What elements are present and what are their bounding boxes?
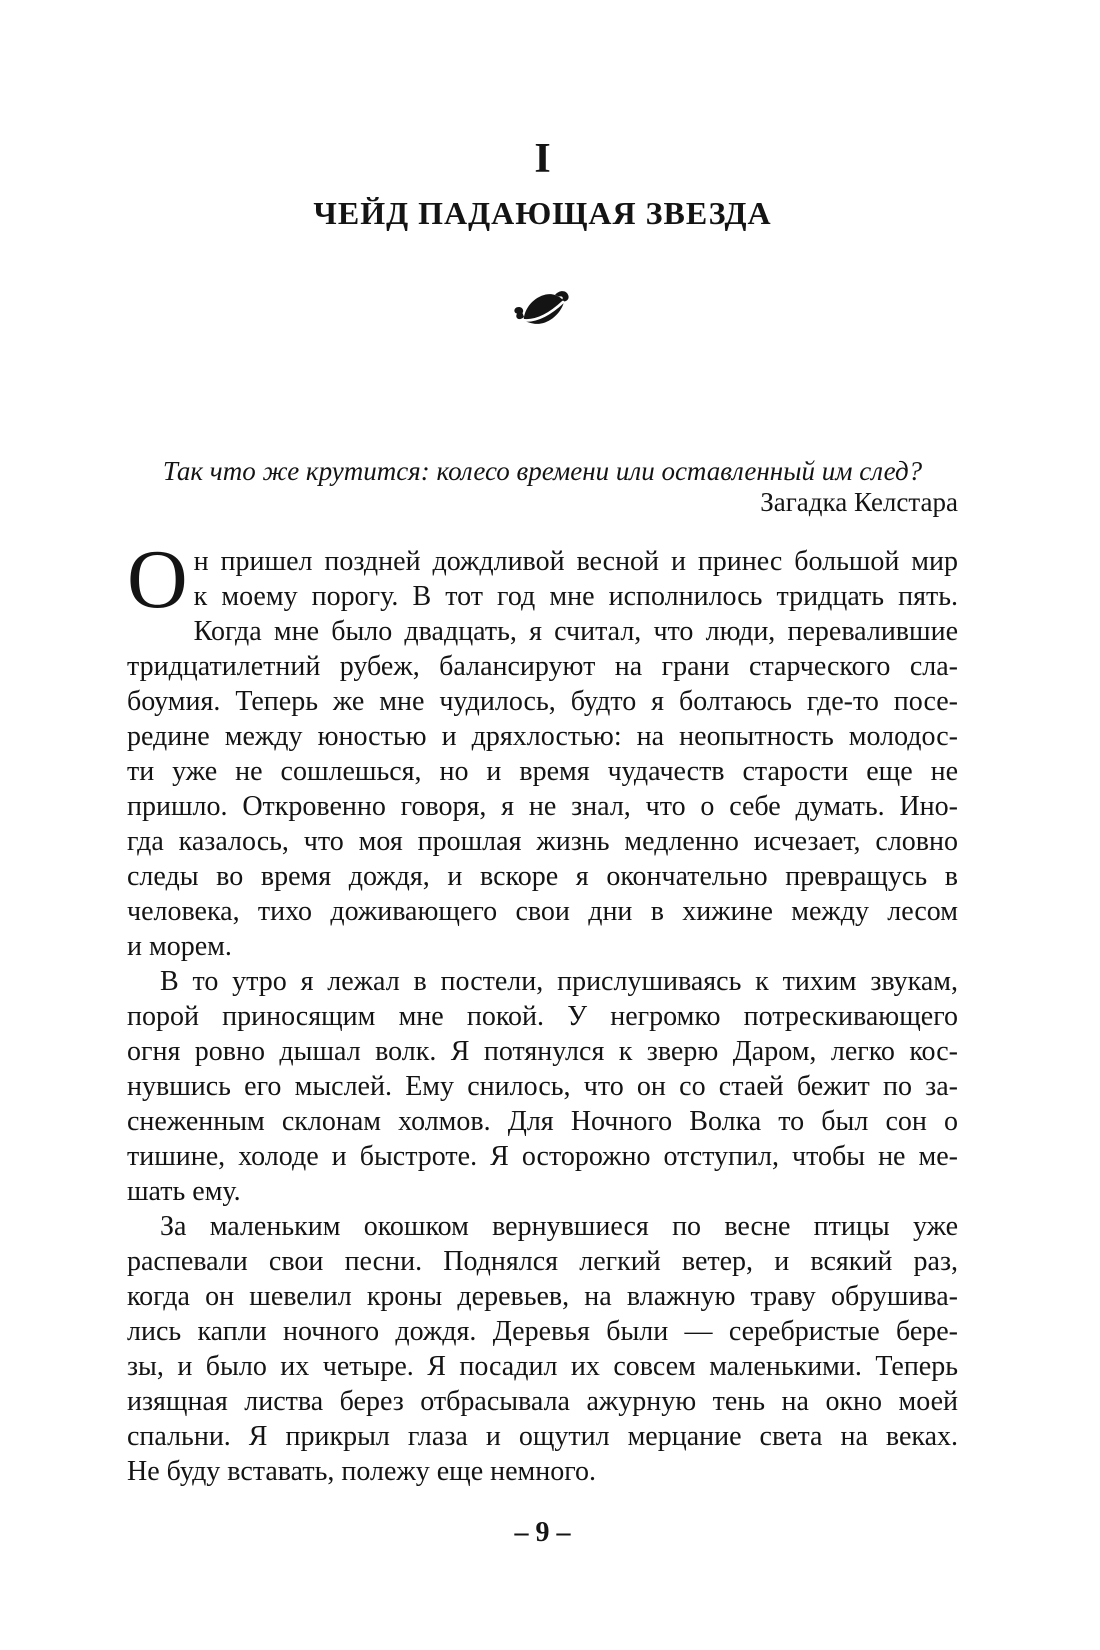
epigraph-text: Так что же крутится: колесо времени или оставленный им след? <box>162 456 923 487</box>
text-line: следы во время дождя, и вскоре я окончательно превращусь в <box>127 861 958 893</box>
fleuron-leaf-icon <box>512 286 574 334</box>
drop-cap: О <box>127 533 188 627</box>
chapter-title: ЧЕЙД ПАДАЮЩАЯ ЗВЕЗДА <box>313 195 772 232</box>
text-line: н пришел поздней дождливой весной и принес большой мир <box>193 546 958 578</box>
text-line: боумия. Теперь же мне чудилось, будто я болтаюсь где-то посе- <box>127 686 958 718</box>
paragraph <box>127 1209 958 1489</box>
text-line: тишине, холоде и быстроте. Я осторожно отступил, чтобы не ме- <box>127 1141 958 1173</box>
text-line: ти уже не сошлешься, но и время чудачеств старости еще не <box>127 756 958 788</box>
ornament-row <box>127 286 958 336</box>
text-line: порой приносящим мне покой. У негромко потрескивающего <box>127 1001 958 1033</box>
body-text <box>127 533 958 1489</box>
text-line: когда он шевелил кроны деревьев, на влажную траву обрушива- <box>127 1281 958 1313</box>
epigraph-attribution: Загадка Келстара <box>760 487 958 518</box>
text-line: шать ему. <box>127 1176 241 1208</box>
text-line: спальни. Я прикрыл глаза и ощутил мерцание света на веках. <box>127 1421 958 1453</box>
text-line: гда казалось, что моя прошлая жизнь медленно исчезает, словно <box>127 826 958 858</box>
text-line: к моему порогу. В тот год мне исполнилось тридцать пять. <box>193 581 958 613</box>
paragraph <box>127 533 958 964</box>
text-line: В то утро я лежал в постели, прислушиваясь к тихим звукам, <box>160 966 958 998</box>
epigraph <box>127 456 958 518</box>
paragraph <box>127 964 958 1209</box>
text-line: изящная листва берез отбрасывала ажурную тень на окно моей <box>127 1386 958 1418</box>
text-line: и морем. <box>127 931 232 963</box>
text-line: нувшись его мыслей. Ему снилось, что он со стаей бежит по за- <box>127 1071 958 1103</box>
text-line: снеженным склонам холмов. Для Ночного Волка то был сон о <box>127 1106 958 1138</box>
page-number: – 9 – <box>514 1517 571 1549</box>
text-block <box>127 0 958 1549</box>
text-line: пришло. Откровенно говоря, я не знал, что о себе думать. Ино- <box>127 791 958 823</box>
text-line: редине между юностью и дряхлостью: на неопытность молодос- <box>127 721 958 753</box>
text-line: тридцатилетний рубеж, балансируют на грани старческого сла- <box>127 651 958 683</box>
chapter-number: I <box>534 136 551 182</box>
text-line: огня ровно дышал волк. Я потянулся к зверю Даром, легко кос- <box>127 1036 958 1068</box>
text-line: человека, тихо доживающего свои дни в хижине между лесом <box>127 896 958 928</box>
text-line: распевали свои песни. Поднялся легкий ветер, и всякий раз, <box>127 1246 958 1278</box>
text-line: Не буду вставать, полежу еще немного. <box>127 1456 597 1488</box>
text-line: Когда мне было двадцать, я считал, что люди, перевалившие <box>193 616 958 648</box>
text-line: За маленьким окошком вернувшиеся по весне птицы уже <box>160 1211 958 1243</box>
text-line: зы, и было их четыре. Я посадил их совсем маленькими. Теперь <box>127 1351 958 1383</box>
text-line: лись капли ночного дождя. Деревья были — серебристые бере- <box>127 1316 958 1348</box>
